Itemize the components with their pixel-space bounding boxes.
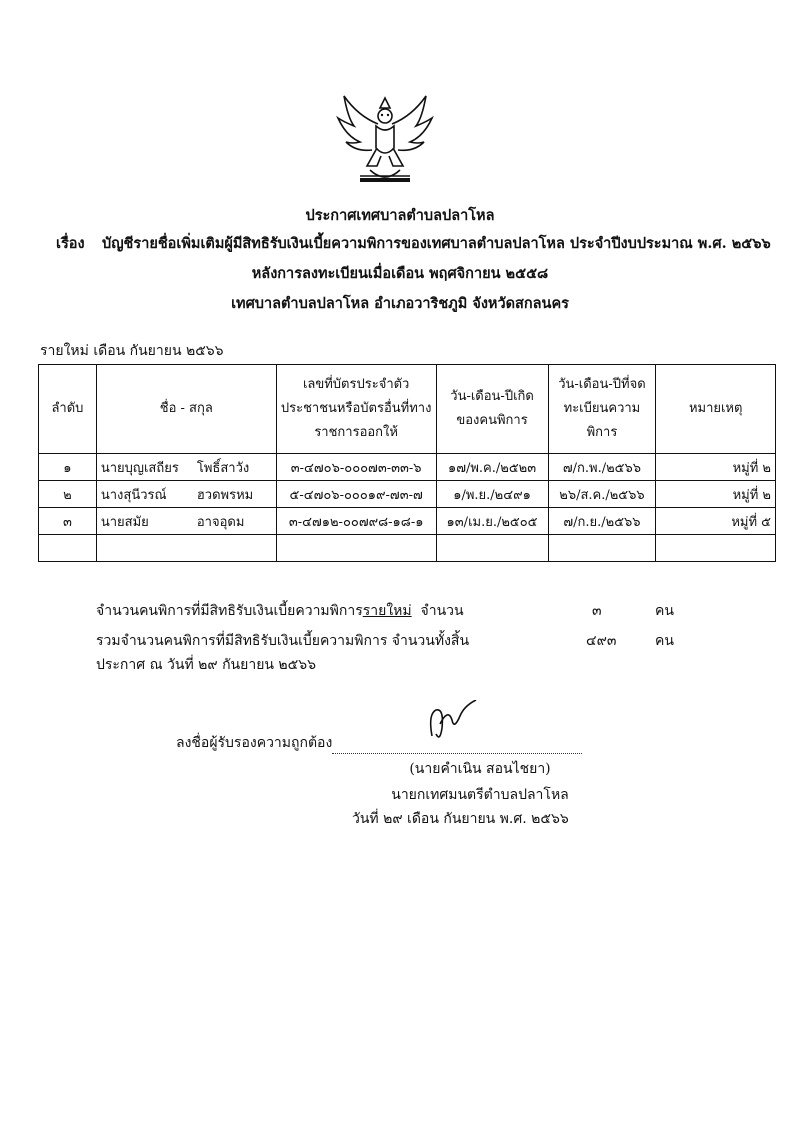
cell-birth: ๑๓/เม.ย./๒๕๐๕ [436,508,548,535]
col-header-note: หมายเหตุ [656,365,776,454]
subject-text: บัญชีรายชื่อเพิ่มเติมผู้มีสิทธิรับเงินเบี้ยความพิการของเทศบาลตำบลปลาโหล ประจำปีงบประมาณ พ.ศ. ๒๕๖๖ [102,235,771,252]
cell-name [96,508,276,535]
empty-cell [276,535,436,562]
cell-reg: ๗/ก.พ./๒๕๖๖ [548,454,656,481]
section-label: รายใหม่ เดือน กันยายน ๒๕๖๖ [40,343,224,359]
col-header-name: ชื่อ - สกุล [96,365,276,454]
new-count-suffix: จำนวน [420,603,464,619]
organization-line: เทศบาลตำบลปลาโหล อำเภอวาริชภูมิ จังหวัดสกลนคร [231,295,569,312]
empty-cell [96,535,276,562]
certify-line [176,732,582,754]
cell-birth: ๑/พ.ย./๒๔๙๑ [436,481,548,508]
signature-date: วันที่ ๒๙ เดือน กันยายน พ.ศ. ๒๕๖๖ [352,811,569,827]
table-row [39,481,776,508]
first-name: นายบุญเสถียร [100,460,179,476]
unit-label: คน [655,603,674,619]
table-row [39,454,776,481]
cell-name [96,454,276,481]
cell-note: หมู่ที่ ๕ [656,508,776,535]
subject-line [56,232,776,255]
col-header-birth: วัน-เดือน-ปีเกิดของคนพิการ [436,365,548,454]
table-row [39,508,776,535]
cell-id: ๕-๔๗๐๖-๐๐๐๑๙-๗๓-๗ [276,481,436,508]
unit-label: คน [655,633,674,649]
empty-cell [39,535,97,562]
cell-no: ๒ [39,481,97,508]
last-name: อาจอุดม [196,514,245,530]
new-count-prefix: จำนวนคนพิการที่มีสิทธิรับเงินเบี้ยความพิการ [96,603,363,619]
last-name: ฮวดพรหม [196,487,254,503]
total-count-text: รวมจำนวนคนพิการที่มีสิทธิรับเงินเบี้ยความพิการ จำนวนทั้งสิ้น [96,633,470,649]
announcement-title: ประกาศเทศบาลตำบลปลาโหล [305,207,495,224]
registry-table [38,364,776,562]
col-header-reg: วัน-เดือน-ปีที่จดทะเบียนความพิการ [548,365,656,454]
empty-cell [436,535,548,562]
total-count-value: ๔๙๓ [586,633,617,649]
cell-note: หมู่ที่ ๒ [656,481,776,508]
table-header-row [39,365,776,454]
table-row-empty [39,535,776,562]
cell-name [96,481,276,508]
announce-date: ประกาศ ณ วันที่ ๒๙ กันยายน ๒๕๖๖ [96,657,317,673]
cell-note: หมู่ที่ ๒ [656,454,776,481]
signer-position: นายกเทศมนตรีตำบลปลาโหล [391,787,569,803]
garuda-emblem [330,90,440,190]
new-count-text [96,600,464,622]
cell-id: ๓-๔๗๐๖-๐๐๐๗๓-๓๓-๖ [276,454,436,481]
registration-period: หลังการลงทะเบียนเมื่อเดือน พฤศจิกายน ๒๕๕๘ [251,265,549,282]
cell-reg: ๗/ก.ย./๒๕๖๖ [548,508,656,535]
cell-no: ๑ [39,454,97,481]
first-name: นายสมัย [100,514,149,530]
empty-cell [548,535,656,562]
handwritten-signature [426,700,482,744]
new-underlined: รายใหม่ [362,603,412,619]
col-header-id: เลขที่บัตรประจำตัวประชาชนหรือบัตรอื่นที่ทางราชการออกให้ [276,365,436,454]
cell-id: ๓-๔๗๑๒-๐๐๗๙๘-๑๘-๑ [276,508,436,535]
certify-label: ลงชื่อผู้รับรองความถูกต้อง [176,735,333,751]
col-header-no: ลำดับ [39,365,97,454]
last-name: โพธิ์สาวัง [196,460,250,476]
empty-cell [656,535,776,562]
cell-reg: ๒๖/ส.ค./๒๕๖๖ [548,481,656,508]
new-count-value: ๓ [592,603,602,619]
cell-birth: ๑๗/พ.ค./๒๕๒๓ [436,454,548,481]
cell-no: ๓ [39,508,97,535]
first-name: นางสุนีวรณ์ [100,487,167,503]
signer-name: (นายคำเนิน สอนไชยา) [409,761,551,777]
subject-label: เรื่อง [56,235,85,252]
